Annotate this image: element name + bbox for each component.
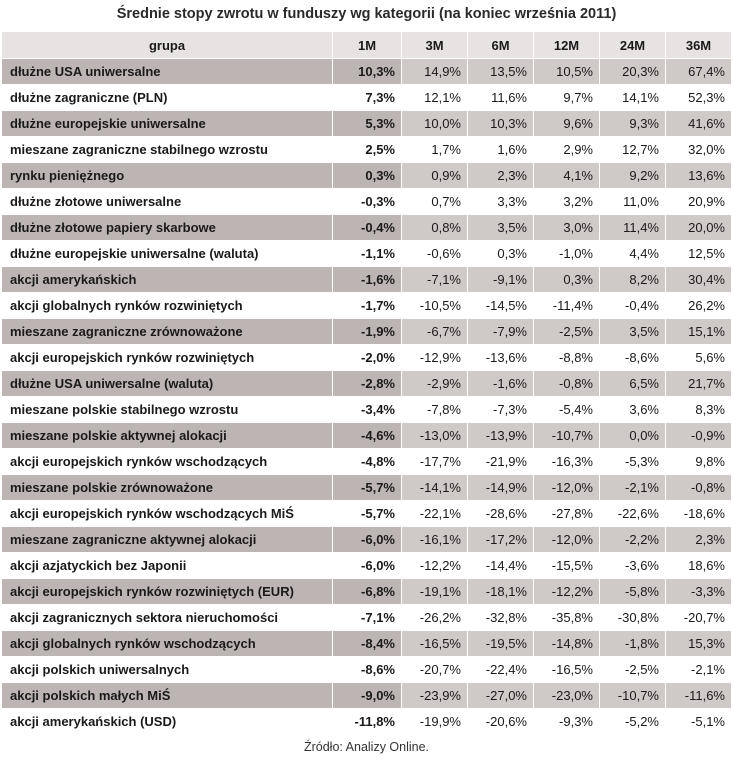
return-3m-cell: -6,7% — [402, 319, 468, 345]
return-36m-cell: 18,6% — [666, 553, 732, 579]
return-36m-cell: -0,8% — [666, 475, 732, 501]
return-24m-cell: -30,8% — [600, 605, 666, 631]
return-1m-cell: 7,3% — [333, 85, 402, 111]
return-1m-cell: 0,3% — [333, 163, 402, 189]
column-header-24m: 24M — [600, 32, 666, 59]
return-36m-cell: -20,7% — [666, 605, 732, 631]
return-3m-cell: -26,2% — [402, 605, 468, 631]
return-24m-cell: -2,5% — [600, 657, 666, 683]
column-header-6m: 6M — [468, 32, 534, 59]
category-cell: dłużne USA uniwersalne (waluta) — [2, 371, 333, 397]
return-12m-cell: 9,7% — [534, 85, 600, 111]
table-body — [2, 59, 732, 735]
category-cell: dłużne złotowe papiery skarbowe — [2, 215, 333, 241]
return-36m-cell: 13,6% — [666, 163, 732, 189]
return-24m-cell: -3,6% — [600, 553, 666, 579]
return-36m-cell: -2,1% — [666, 657, 732, 683]
return-12m-cell: 9,6% — [534, 111, 600, 137]
return-3m-cell: -12,2% — [402, 553, 468, 579]
table-row — [2, 397, 732, 423]
return-6m-cell: 3,5% — [468, 215, 534, 241]
return-36m-cell: 15,3% — [666, 631, 732, 657]
return-12m-cell: -27,8% — [534, 501, 600, 527]
return-6m-cell: -13,6% — [468, 345, 534, 371]
table-row — [2, 527, 732, 553]
category-cell: mieszane zagraniczne zrównoważone — [2, 319, 333, 345]
category-cell: dłużne USA uniwersalne — [2, 59, 333, 85]
return-3m-cell: -20,7% — [402, 657, 468, 683]
table-row — [2, 579, 732, 605]
return-3m-cell: -16,5% — [402, 631, 468, 657]
return-24m-cell: -5,2% — [600, 709, 666, 735]
return-36m-cell: 15,1% — [666, 319, 732, 345]
return-12m-cell: -11,4% — [534, 293, 600, 319]
return-12m-cell: 0,3% — [534, 267, 600, 293]
return-24m-cell: -5,8% — [600, 579, 666, 605]
return-12m-cell: 3,0% — [534, 215, 600, 241]
return-1m-cell: -2,8% — [333, 371, 402, 397]
return-12m-cell: -5,4% — [534, 397, 600, 423]
return-12m-cell: -16,3% — [534, 449, 600, 475]
table-row — [2, 111, 732, 137]
return-24m-cell: 0,0% — [600, 423, 666, 449]
category-cell: dłużne złotowe uniwersalne — [2, 189, 333, 215]
return-12m-cell: -35,8% — [534, 605, 600, 631]
return-24m-cell: 12,7% — [600, 137, 666, 163]
table-title: Średnie stopy zwrotu w funduszy wg kategorii (na koniec września 2011) — [116, 6, 617, 22]
table-row — [2, 267, 732, 293]
return-36m-cell: 5,6% — [666, 345, 732, 371]
return-6m-cell: -13,9% — [468, 423, 534, 449]
category-cell: mieszane polskie zrównoważone — [2, 475, 333, 501]
return-6m-cell: 10,3% — [468, 111, 534, 137]
category-cell: rynku pieniężnego — [2, 163, 333, 189]
return-3m-cell: -22,1% — [402, 501, 468, 527]
return-36m-cell: 52,3% — [666, 85, 732, 111]
return-1m-cell: -0,3% — [333, 189, 402, 215]
return-36m-cell: -18,6% — [666, 501, 732, 527]
return-36m-cell: 20,0% — [666, 215, 732, 241]
return-3m-cell: 12,1% — [402, 85, 468, 111]
return-3m-cell: -17,7% — [402, 449, 468, 475]
return-24m-cell: 14,1% — [600, 85, 666, 111]
return-3m-cell: 10,0% — [402, 111, 468, 137]
column-header-1m: 1M — [333, 32, 402, 59]
return-12m-cell: -0,8% — [534, 371, 600, 397]
return-12m-cell: 10,5% — [534, 59, 600, 85]
return-12m-cell: 3,2% — [534, 189, 600, 215]
return-6m-cell: -1,6% — [468, 371, 534, 397]
category-cell: akcji europejskich rynków wschodzących MiŚ — [2, 501, 333, 527]
return-6m-cell: -32,8% — [468, 605, 534, 631]
table-row — [2, 501, 732, 527]
return-6m-cell: 1,6% — [468, 137, 534, 163]
return-36m-cell: 32,0% — [666, 137, 732, 163]
return-6m-cell: 3,3% — [468, 189, 534, 215]
returns-table — [1, 31, 732, 735]
return-6m-cell: 11,6% — [468, 85, 534, 111]
return-36m-cell: 21,7% — [666, 371, 732, 397]
category-cell: akcji azjatyckich bez Japonii — [2, 553, 333, 579]
table-row — [2, 475, 732, 501]
category-cell: dłużne zagraniczne (PLN) — [2, 85, 333, 111]
table-row — [2, 345, 732, 371]
return-1m-cell: -1,1% — [333, 241, 402, 267]
return-1m-cell: 2,5% — [333, 137, 402, 163]
return-12m-cell: -2,5% — [534, 319, 600, 345]
return-6m-cell: -27,0% — [468, 683, 534, 709]
return-12m-cell: -14,8% — [534, 631, 600, 657]
return-6m-cell: -7,3% — [468, 397, 534, 423]
return-6m-cell: -21,9% — [468, 449, 534, 475]
category-cell: akcji amerykańskich — [2, 267, 333, 293]
table-row — [2, 657, 732, 683]
category-cell: dłużne europejskie uniwersalne (waluta) — [2, 241, 333, 267]
column-header-36m: 36M — [666, 32, 732, 59]
return-24m-cell: 20,3% — [600, 59, 666, 85]
return-24m-cell: 3,6% — [600, 397, 666, 423]
return-36m-cell: 8,3% — [666, 397, 732, 423]
table-row — [2, 189, 732, 215]
return-3m-cell: 0,7% — [402, 189, 468, 215]
return-3m-cell: -14,1% — [402, 475, 468, 501]
table-row — [2, 605, 732, 631]
return-6m-cell: -18,1% — [468, 579, 534, 605]
table-row — [2, 683, 732, 709]
return-1m-cell: -2,0% — [333, 345, 402, 371]
return-12m-cell: -1,0% — [534, 241, 600, 267]
return-12m-cell: -10,7% — [534, 423, 600, 449]
return-1m-cell: -9,0% — [333, 683, 402, 709]
category-cell: akcji europejskich rynków wschodzących — [2, 449, 333, 475]
category-cell: mieszane polskie aktywnej alokacji — [2, 423, 333, 449]
return-12m-cell: 4,1% — [534, 163, 600, 189]
return-3m-cell: -7,1% — [402, 267, 468, 293]
return-3m-cell: -7,8% — [402, 397, 468, 423]
return-3m-cell: -10,5% — [402, 293, 468, 319]
table-row — [2, 423, 732, 449]
return-1m-cell: -7,1% — [333, 605, 402, 631]
return-1m-cell: -8,6% — [333, 657, 402, 683]
return-6m-cell: 2,3% — [468, 163, 534, 189]
return-1m-cell: -1,6% — [333, 267, 402, 293]
category-cell: mieszane zagraniczne stabilnego wzrostu — [2, 137, 333, 163]
return-3m-cell: -19,1% — [402, 579, 468, 605]
category-cell: akcji amerykańskich (USD) — [2, 709, 333, 735]
table-row — [2, 631, 732, 657]
return-24m-cell: 3,5% — [600, 319, 666, 345]
return-6m-cell: -20,6% — [468, 709, 534, 735]
return-1m-cell: -1,9% — [333, 319, 402, 345]
category-cell: akcji globalnych rynków wschodzących — [2, 631, 333, 657]
return-1m-cell: -5,7% — [333, 475, 402, 501]
return-24m-cell: 11,4% — [600, 215, 666, 241]
return-3m-cell: -23,9% — [402, 683, 468, 709]
category-cell: akcji polskich uniwersalnych — [2, 657, 333, 683]
return-1m-cell: -11,8% — [333, 709, 402, 735]
category-cell: dłużne europejskie uniwersalne — [2, 111, 333, 137]
return-6m-cell: -14,5% — [468, 293, 534, 319]
return-1m-cell: -6,8% — [333, 579, 402, 605]
return-24m-cell: 8,2% — [600, 267, 666, 293]
table-row — [2, 215, 732, 241]
return-12m-cell: -16,5% — [534, 657, 600, 683]
return-3m-cell: -2,9% — [402, 371, 468, 397]
return-24m-cell: -0,4% — [600, 293, 666, 319]
return-6m-cell: -19,5% — [468, 631, 534, 657]
table-row — [2, 85, 732, 111]
return-36m-cell: -11,6% — [666, 683, 732, 709]
column-header-group: grupa — [2, 32, 333, 59]
return-3m-cell: -12,9% — [402, 345, 468, 371]
return-24m-cell: -8,6% — [600, 345, 666, 371]
return-24m-cell: 4,4% — [600, 241, 666, 267]
category-cell: mieszane zagraniczne aktywnej alokacji — [2, 527, 333, 553]
column-header-12m: 12M — [534, 32, 600, 59]
category-cell: akcji polskich małych MiŚ — [2, 683, 333, 709]
return-36m-cell: 41,6% — [666, 111, 732, 137]
return-12m-cell: -9,3% — [534, 709, 600, 735]
return-1m-cell: -5,7% — [333, 501, 402, 527]
return-36m-cell: 12,5% — [666, 241, 732, 267]
return-3m-cell: -13,0% — [402, 423, 468, 449]
return-6m-cell: -14,9% — [468, 475, 534, 501]
return-3m-cell: -0,6% — [402, 241, 468, 267]
return-3m-cell: 0,9% — [402, 163, 468, 189]
return-6m-cell: -9,1% — [468, 267, 534, 293]
return-3m-cell: -19,9% — [402, 709, 468, 735]
return-24m-cell: -1,8% — [600, 631, 666, 657]
table-row — [2, 449, 732, 475]
table-row — [2, 59, 732, 85]
category-cell: akcji globalnych rynków rozwiniętych — [2, 293, 333, 319]
return-3m-cell: -16,1% — [402, 527, 468, 553]
table-row — [2, 709, 732, 735]
return-1m-cell: -6,0% — [333, 553, 402, 579]
return-6m-cell: -7,9% — [468, 319, 534, 345]
return-6m-cell: -17,2% — [468, 527, 534, 553]
table-row — [2, 293, 732, 319]
return-36m-cell: -5,1% — [666, 709, 732, 735]
return-36m-cell: 67,4% — [666, 59, 732, 85]
table-row — [2, 319, 732, 345]
return-12m-cell: -12,0% — [534, 475, 600, 501]
return-24m-cell: 11,0% — [600, 189, 666, 215]
return-1m-cell: -3,4% — [333, 397, 402, 423]
return-24m-cell: 6,5% — [600, 371, 666, 397]
return-12m-cell: -23,0% — [534, 683, 600, 709]
return-12m-cell: -8,8% — [534, 345, 600, 371]
return-1m-cell: -8,4% — [333, 631, 402, 657]
table-row — [2, 371, 732, 397]
return-24m-cell: -10,7% — [600, 683, 666, 709]
return-1m-cell: -1,7% — [333, 293, 402, 319]
return-24m-cell: 9,2% — [600, 163, 666, 189]
table-row — [2, 553, 732, 579]
return-3m-cell: 1,7% — [402, 137, 468, 163]
return-1m-cell: -6,0% — [333, 527, 402, 553]
return-3m-cell: 0,8% — [402, 215, 468, 241]
category-cell: akcji europejskich rynków rozwiniętych (EUR) — [2, 579, 333, 605]
return-36m-cell: 20,9% — [666, 189, 732, 215]
return-3m-cell: 14,9% — [402, 59, 468, 85]
table-row — [2, 163, 732, 189]
return-6m-cell: -14,4% — [468, 553, 534, 579]
table-row — [2, 241, 732, 267]
return-36m-cell: -0,9% — [666, 423, 732, 449]
return-1m-cell: 10,3% — [333, 59, 402, 85]
category-cell: akcji zagranicznych sektora nieruchomości — [2, 605, 333, 631]
return-36m-cell: 9,8% — [666, 449, 732, 475]
return-24m-cell: -22,6% — [600, 501, 666, 527]
column-header-3m: 3M — [402, 32, 468, 59]
return-12m-cell: -12,0% — [534, 527, 600, 553]
return-36m-cell: -3,3% — [666, 579, 732, 605]
return-1m-cell: -4,6% — [333, 423, 402, 449]
return-12m-cell: 2,9% — [534, 137, 600, 163]
category-cell: akcji europejskich rynków rozwiniętych — [2, 345, 333, 371]
return-36m-cell: 2,3% — [666, 527, 732, 553]
source-note: Źródło: Analizy Online. — [303, 740, 430, 754]
return-1m-cell: -4,8% — [333, 449, 402, 475]
return-12m-cell: -15,5% — [534, 553, 600, 579]
return-24m-cell: -5,3% — [600, 449, 666, 475]
table-row — [2, 137, 732, 163]
return-12m-cell: -12,2% — [534, 579, 600, 605]
return-1m-cell: -0,4% — [333, 215, 402, 241]
return-6m-cell: 13,5% — [468, 59, 534, 85]
return-6m-cell: -22,4% — [468, 657, 534, 683]
return-36m-cell: 26,2% — [666, 293, 732, 319]
return-6m-cell: -28,6% — [468, 501, 534, 527]
return-24m-cell: -2,1% — [600, 475, 666, 501]
return-24m-cell: 9,3% — [600, 111, 666, 137]
header-row — [2, 32, 732, 59]
return-6m-cell: 0,3% — [468, 241, 534, 267]
category-cell: mieszane polskie stabilnego wzrostu — [2, 397, 333, 423]
return-1m-cell: 5,3% — [333, 111, 402, 137]
return-24m-cell: -2,2% — [600, 527, 666, 553]
return-36m-cell: 30,4% — [666, 267, 732, 293]
